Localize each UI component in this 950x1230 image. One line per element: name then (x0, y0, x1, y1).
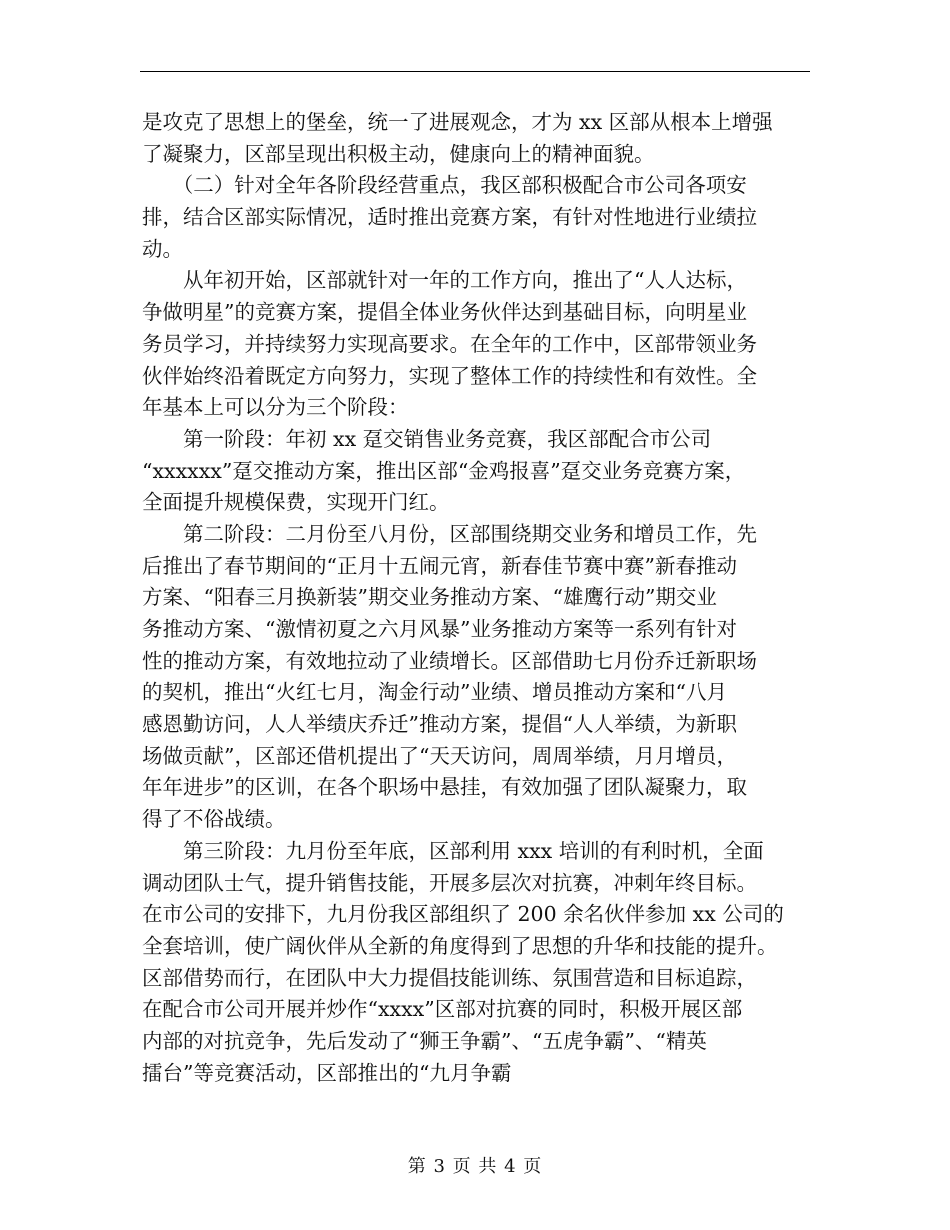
text-line: 后推出了春节期间的“正月十五闹元宵，新春佳节赛中赛”新春推动 (142, 553, 737, 578)
text-line: 得了不俗战绩。 (142, 807, 286, 832)
text-line: 排，结合区部实际情况，适时推出竞赛方案，有针对性地进行业绩拉 (142, 205, 757, 230)
page-footer: 第 3 页 共 4 页 (407, 1156, 543, 1177)
text-line: 第三阶段：九月份至年底，区部利用 xxx 培训的有利时机，全面 (142, 838, 764, 863)
text-line: 区部借势而行，在团队中大力提倡技能训练、氛围营造和目标追踪， (142, 965, 757, 990)
text-line: 擂台”等竞赛活动，区部推出的“九月争霸 (142, 1060, 512, 1085)
text-line: 全套培训，使广阔伙伴从全新的角度得到了思想的升华和技能的提升。 (142, 933, 778, 958)
text-line: 全面提升规模保费，实现开门红。 (142, 490, 450, 515)
text-line: 年年进步”的区训，在各个职场中悬挂，有效加强了团队凝聚力，取 (142, 775, 747, 800)
text-line: 动。 (142, 236, 183, 261)
text-line: 内部的对抗竞争，先后发动了“狮王争霸”、“五虎争霸”、“精英 (142, 1028, 707, 1053)
text-line: （二）针对全年各阶段经营重点，我区部积极配合市公司各项安 (142, 173, 747, 198)
text-line: 性的推动方案，有效地拉动了业绩增长。区部借助七月份乔迁新职场 (142, 648, 757, 673)
text-line: 的契机，推出“火红七月，淘金行动”业绩、增员推动方案和“八月 (142, 680, 727, 705)
text-line: 第二阶段：二月份至八月份，区部围绕期交业务和增员工作，先 (142, 521, 757, 546)
text-line: 是攻克了思想上的堡垒，统一了进展观念，才为 xx 区部从根本上增强 (142, 110, 773, 134)
text-line: 方案、“阳春三月换新装”期交业务推动方案、“雄鹰行动”期交业 (142, 585, 717, 610)
document-body (142, 107, 812, 1089)
text-line: 第一阶段：年初 xx 趸交销售业务竞赛，我区部配合市公司 (142, 426, 712, 451)
text-line: 年基本上可以分为三个阶段： (142, 395, 409, 420)
text-line: 务推动方案、“激情初夏之六月风暴”业务推动方案等一系列有针对 (142, 617, 737, 641)
text-line: 场做贡献”，区部还借机提出了“天天访问，周周举绩，月月增员， (142, 743, 737, 768)
text-line: 在市公司的安排下，九月份我区部组织了 200 余名伙伴参加 xx 公司的 (142, 902, 784, 927)
text-line: 务员学习，并持续努力实现高要求。在全年的工作中，区部带领业务 (142, 331, 757, 356)
text-line: “xxxxxx”趸交推动方案，推出区部“金鸡报喜”趸交业务竞赛方案， (142, 458, 746, 483)
text-line: 争做明星”的竞赛方案，提倡全体业务伙伴达到基础目标，向明星业 (142, 300, 747, 325)
text-line: 感恩勤访问，人人举绩庆乔迁”推动方案，提倡“人人举绩，为新职 (142, 712, 737, 737)
text-line: 了凝聚力，区部呈现出积极主动，健康向上的精神面貌。 (142, 141, 655, 166)
text-line: 调动团队士气，提升销售技能，开展多层次对抗赛，冲刺年终目标。 (142, 870, 757, 895)
header-rule (140, 71, 810, 72)
text-line: 在配合市公司开展并炒作“xxxx”区部对抗赛的同时，积极开展区部 (142, 997, 743, 1022)
text-line: 从年初开始，区部就针对一年的工作方向，推出了“人人达标， (142, 268, 747, 293)
text-line: 伙伴始终沿着既定方向努力，实现了整体工作的持续性和有效性。全 (142, 363, 757, 388)
